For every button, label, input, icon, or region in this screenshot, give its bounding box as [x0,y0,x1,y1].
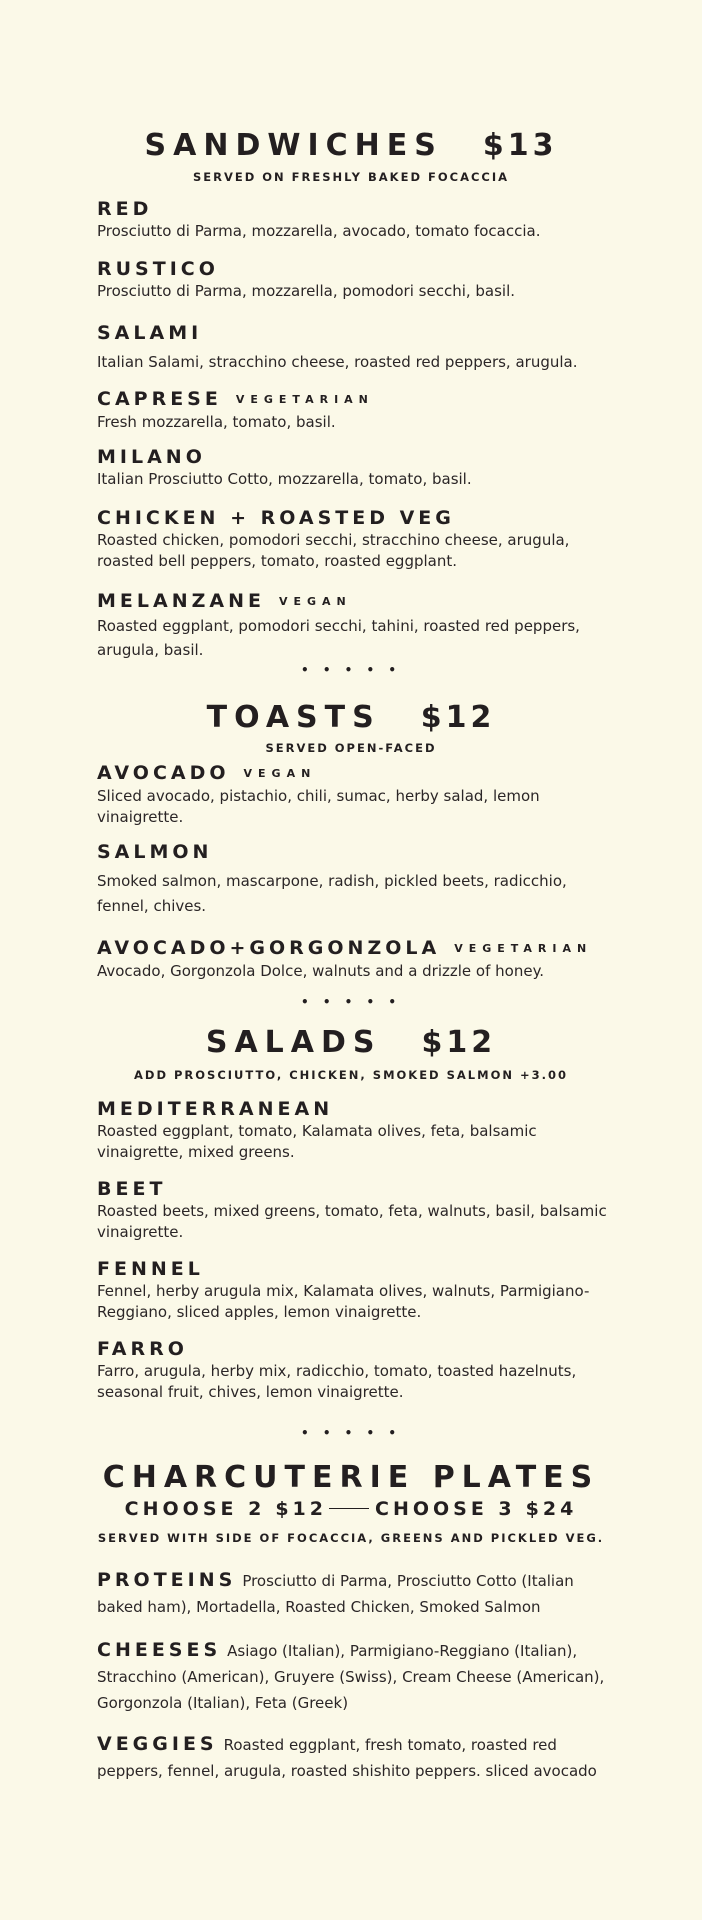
item-description: Avocado, Gorgonzola Dolce, walnuts and a drizzle of honey. [97,962,545,980]
cheeses-list: Asiago (Italian), Parmigiano-Reggiano (Italian), Stracchino (American), Gruyere (Swiss), Cream Cheese (American), Gorgonzola (Italian), Feta (Greek) [97,1642,605,1712]
sandwiches-title: SANDWICHES [144,128,443,163]
veggies-list: Roasted eggplant, fresh tomato, roasted red peppers, fennel, arugula, roasted shishito peppers. sliced avocado [97,1736,597,1780]
item-description: Roasted eggplant, pomodori secchi, tahini, roasted red peppers, arugula, basil. [97,617,580,659]
item-description: Fresh mozzarella, tomato, basil. [97,413,336,431]
menu-item-salami [97,322,617,373]
menu-item-beet [97,1178,617,1243]
item-description: Italian Salami, stracchino cheese, roasted red peppers, arugula. [97,353,578,371]
menu-item-avocado-gorgonzola [97,937,617,982]
item-name: MILANO [97,446,206,468]
menu-item-caprese [97,388,617,433]
sandwiches-subtitle: SERVED ON FRESHLY BAKED FOCACCIA [192,170,510,184]
vegetarian-tag: VEGETARIAN [235,393,374,406]
salads-price: $12 [421,1025,497,1060]
charcuterie-pricing [0,1498,702,1520]
item-name: CAPRESE VEGETARIAN [97,388,374,410]
proteins-list: Prosciutto di Parma, Prosciutto Cotto (Italian baked ham), Mortadella, Roasted Chicken, Smoked Salmon [97,1572,574,1616]
proteins-label: PROTEINS [97,1569,237,1591]
menu-item-avocado [97,762,617,828]
toasts-heading [0,700,702,736]
charcuterie-title: CHARCUTERIE PLATES [102,1460,600,1495]
menu-item-red [97,198,617,242]
sandwiches-heading [0,128,702,164]
item-description: Roasted eggplant, tomato, Kalamata olives, feta, balsamic vinaigrette, mixed greens. [97,1122,537,1161]
item-description: Farro, arugula, herby mix, radicchio, tomato, toasted hazelnuts, seasonal fruit, chives, lemon vinaigrette. [97,1362,577,1401]
item-description: Roasted beets, mixed greens, tomato, feta, walnuts, basil, balsamic vinaigrette. [97,1202,607,1241]
charcuterie-subtitle: SERVED WITH SIDE OF FOCACCIA, GREENS AND PICKLED VEG. [97,1531,605,1545]
item-name: CHICKEN + ROASTED VEG [97,507,455,529]
toasts-title: TOASTS [206,700,381,735]
menu-item-mediterranean [97,1098,617,1163]
item-name: SALMON [97,841,213,863]
section-divider: • • • • • [300,995,402,1009]
charcuterie-veggies [97,1731,617,1784]
salads-heading [0,1025,702,1061]
choose-three-price: $24 [525,1498,578,1520]
choose-two-label: CHOOSE 2 [124,1498,266,1520]
choose-three-label: CHOOSE 3 [375,1498,516,1520]
item-name: BEET [97,1178,167,1200]
choose-two-price: $12 [275,1498,327,1520]
item-name: AVOCADO VEGAN [97,762,317,784]
sandwiches-price: $13 [482,128,558,163]
item-name: RUSTICO [97,258,219,280]
menu-item-farro [97,1338,617,1403]
item-name: FENNEL [97,1258,204,1280]
toasts-subtitle: SERVED OPEN-FACED [265,741,437,755]
item-description: Prosciutto di Parma, mozzarella, avocado, tomato focaccia. [97,222,541,240]
salads-title: SALADS [205,1025,382,1060]
vegetarian-tag: VEGETARIAN [454,942,593,955]
item-description: Sliced avocado, pistachio, chili, sumac, herby salad, lemon vinaigrette. [97,787,540,826]
item-description: Smoked salmon, mascarpone, radish, pickled beets, radicchio, fennel, chives. [97,872,567,915]
section-divider: • • • • • [300,1426,402,1440]
item-name: SALAMI [97,322,203,344]
section-divider: • • • • • [300,663,402,677]
menu-item-salmon [97,841,617,919]
salads-subtitle: ADD PROSCIUTTO, CHICKEN, SMOKED SALMON +3.00 [134,1068,568,1082]
menu-item-rustico [97,258,617,302]
item-description: Prosciutto di Parma, mozzarella, pomodori secchi, basil. [97,282,516,300]
toasts-price: $12 [420,700,496,735]
item-description: Roasted chicken, pomodori secchi, stracchino cheese, arugula, roasted bell peppers, tomato, roasted eggplant. [97,531,570,570]
vegan-tag: VEGAN [278,595,352,608]
vegan-tag: VEGAN [243,767,317,780]
menu-item-melanzane [97,590,617,662]
item-name: FARRO [97,1338,188,1360]
veggies-label: VEGGIES [97,1733,218,1755]
item-name: MEDITERRANEAN [97,1098,334,1120]
charcuterie-proteins [97,1567,617,1620]
item-description: Fennel, herby arugula mix, Kalamata olives, walnuts, Parmigiano-Reggiano, sliced apples, lemon vinaigrette. [97,1282,590,1321]
item-name: MELANZANE VEGAN [97,590,352,612]
menu-item-fennel [97,1258,617,1323]
menu-item-milano [97,446,617,490]
charcuterie-cheeses [97,1637,617,1716]
cheeses-label: CHEESES [97,1639,222,1661]
item-description: Italian Prosciutto Cotto, mozzarella, tomato, basil. [97,470,472,488]
menu-item-chicken-roasted-veg [97,507,617,572]
item-name: RED [97,198,153,220]
pricing-divider-line [329,1508,369,1509]
item-name: AVOCADO+GORGONZOLA VEGETARIAN [97,937,593,959]
